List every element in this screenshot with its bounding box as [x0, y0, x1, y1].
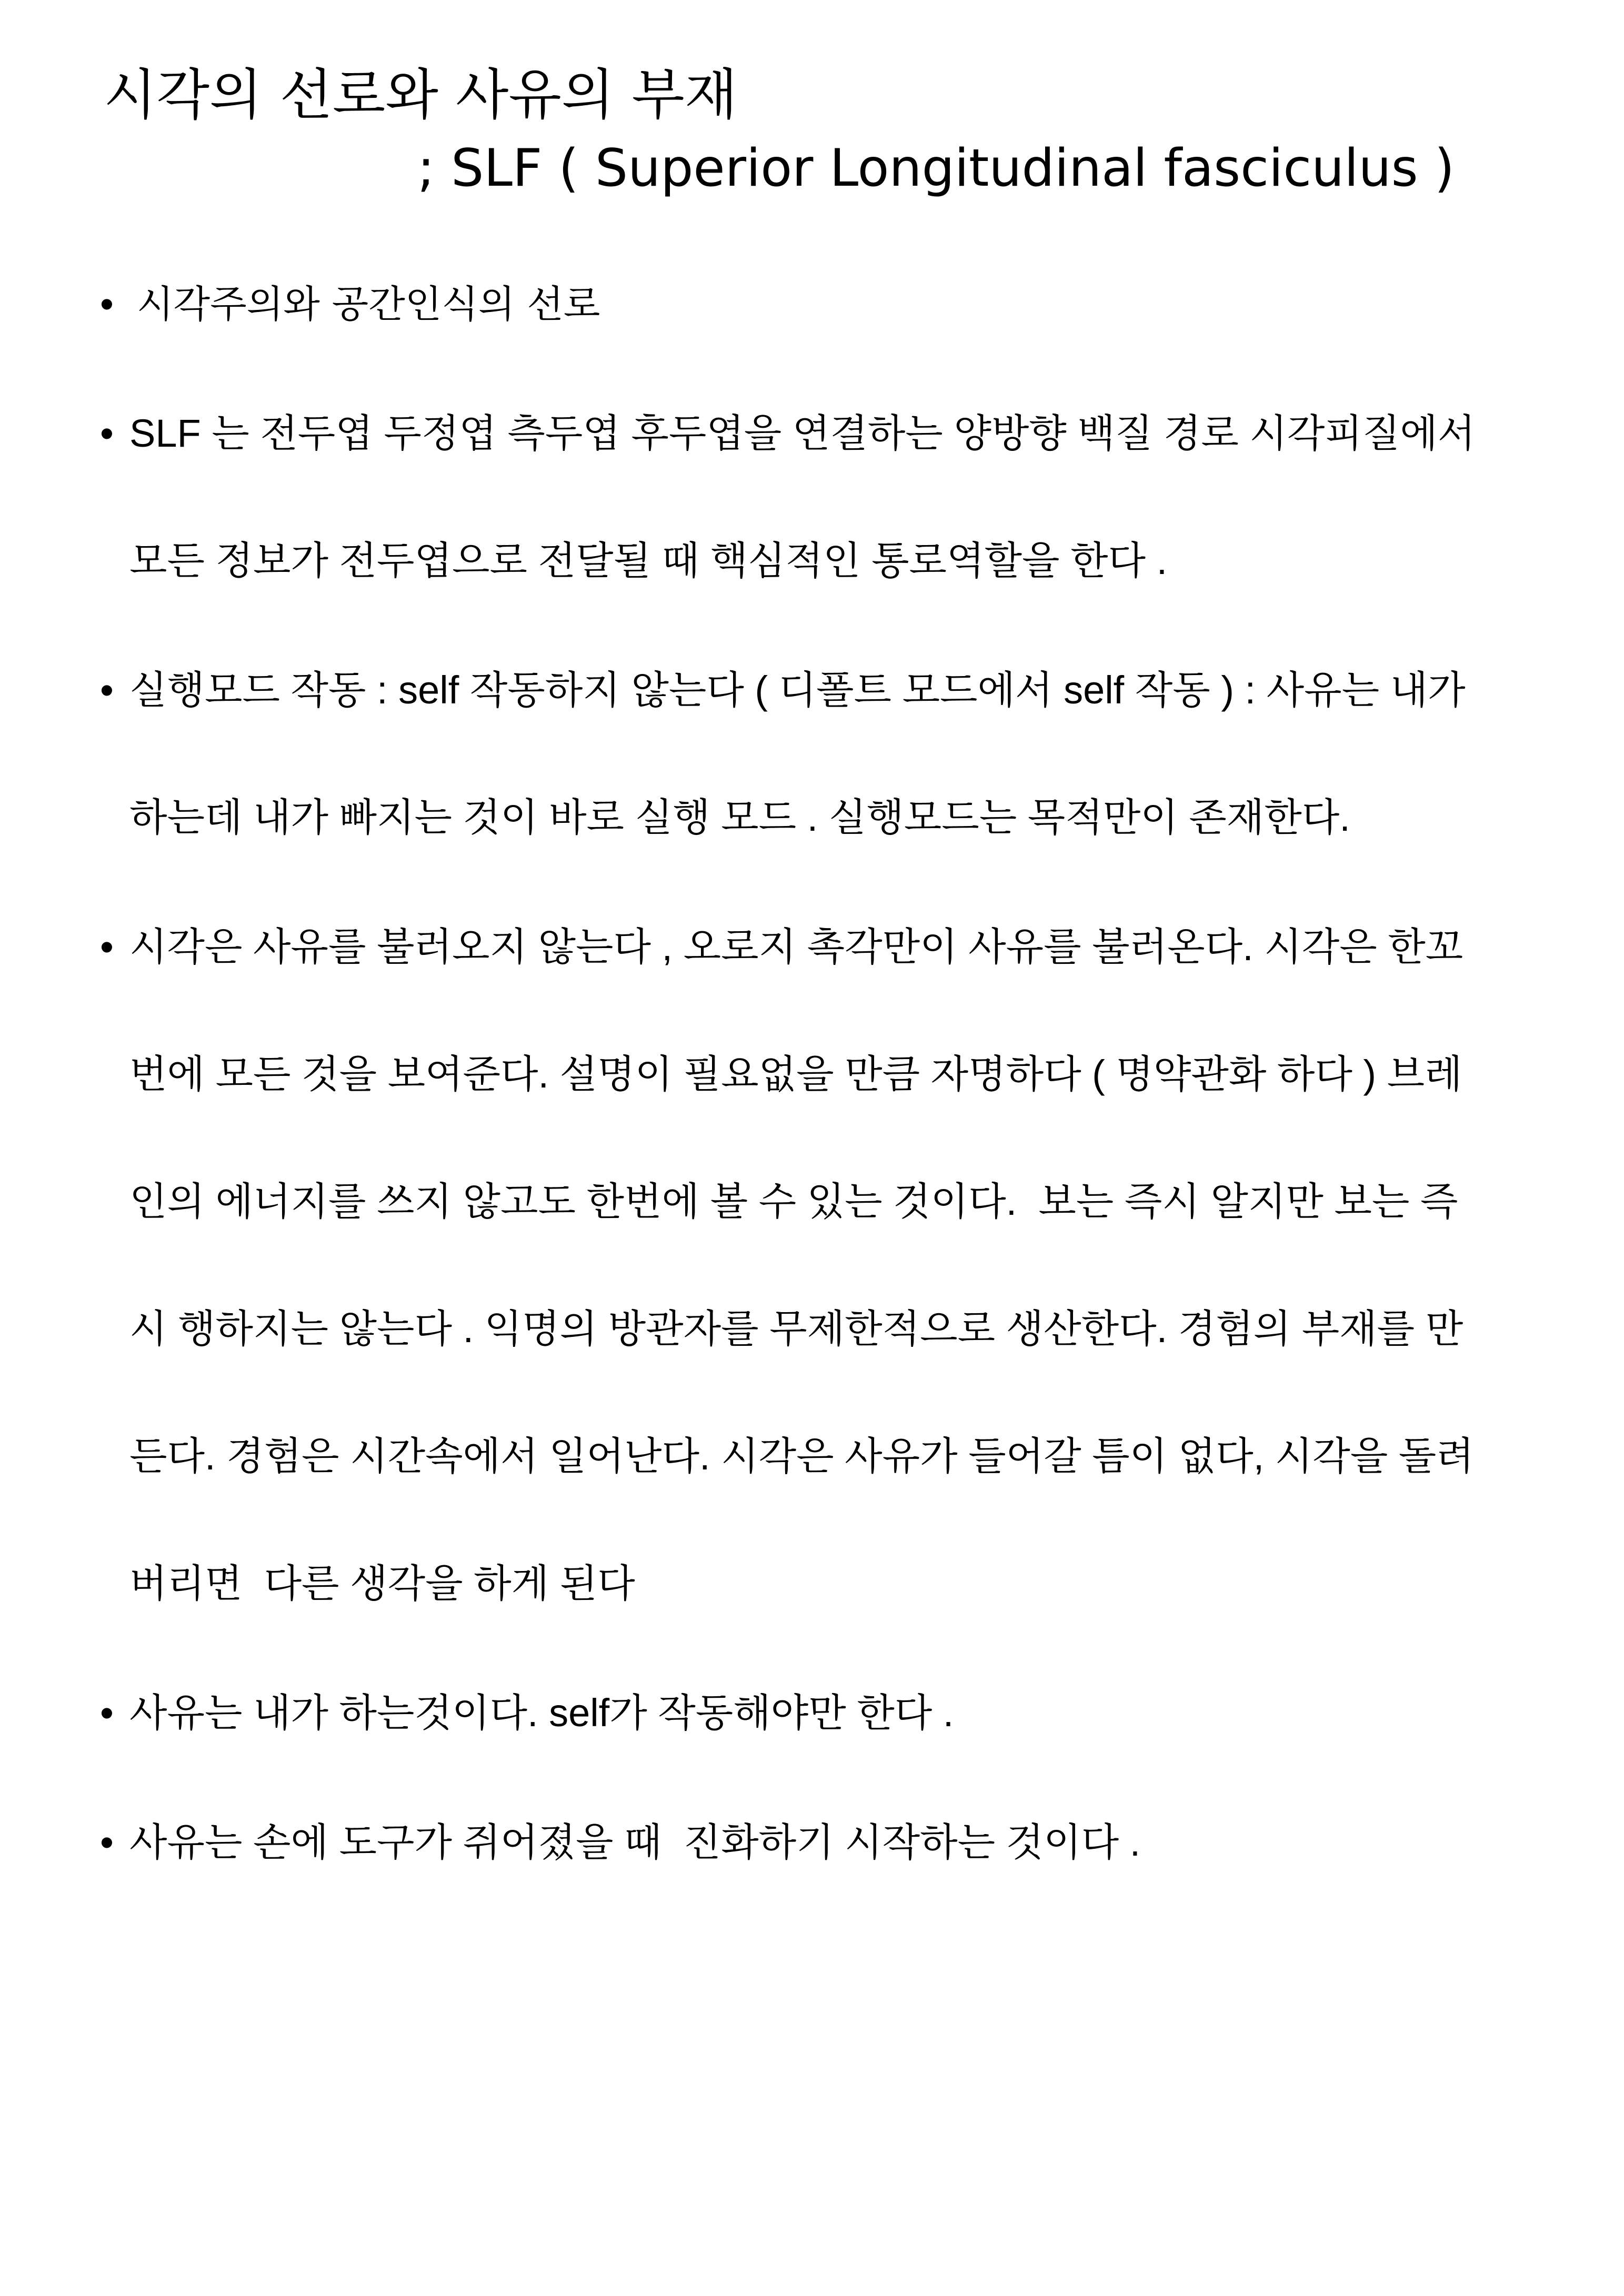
bullet-item-3	[100, 649, 1531, 859]
bullet-item-4	[100, 906, 1531, 1625]
document-subtitle: ; SLF ( Superior Longitudinal fasciculus )	[417, 138, 1455, 198]
document-title: 시각의 선로와 사유의 부재	[104, 63, 738, 127]
bullet-text-line: 시각주의와 공간인식의 선로	[137, 282, 600, 326]
bullet-text-line: 든다. 경험은 시간속에서 일어난다. 시각은 사유가 들어갈 틈이 없다, 시각을 돌려	[129, 1434, 1474, 1478]
bullet-item-6	[100, 1801, 1531, 1884]
bullet-dot-icon: •	[100, 1820, 114, 1864]
bullet-text-line: 하는데 내가 빠지는 것이 바로 실행 모드 . 실행모드는 목적만이 존재한다.	[129, 795, 1350, 839]
bullet-text-line: SLF 는 전두엽 두정엽 측두엽 후두엽을 연결하는 양방향 백질 경로 시각피질에서	[129, 411, 1476, 455]
bullet-text-line: 번에 모든 것을 보여준다. 설명이 필요없을 만큼 자명하다 ( 명약관화 하다 ) 브레	[129, 1052, 1462, 1096]
bullet-item-1	[100, 263, 1531, 345]
bullet-dot-icon: •	[100, 411, 114, 455]
bullet-dot-icon: •	[100, 282, 114, 326]
bullet-dot-icon: •	[100, 1691, 114, 1735]
bullet-text-line: 시 행하지는 않는다 . 익명의 방관자를 무제한적으로 생산한다. 경험의 부재를 만	[129, 1307, 1463, 1351]
bullet-text-line: 인의 에너지를 쓰지 않고도 한번에 볼 수 있는 것이다. 보는 즉시 알지만 보는 즉	[129, 1180, 1458, 1223]
bullet-text-line: 모든 정보가 전두엽으로 전달될 때 핵심적인 통로역할을 한다 .	[129, 539, 1168, 582]
bullet-dot-icon: •	[100, 668, 114, 712]
bullet-item-2	[100, 392, 1531, 602]
bullet-text-line: 시각은 사유를 불러오지 않는다 , 오로지 촉각만이 사유를 불러온다. 시각은 한꼬	[129, 925, 1463, 969]
bullet-text-line: 사유는 손에 도구가 쥐어졌을 때 진화하기 시작하는 것이다 .	[129, 1820, 1141, 1864]
bullet-text-line: 실행모드 작동 : self 작동하지 않는다 ( 디폴트 모드에서 self 작동 ) : 사유는 내가	[129, 668, 1466, 712]
bullet-dot-icon: •	[100, 925, 114, 969]
bullet-text-line: 사유는 내가 하는것이다. self가 작동해야만 한다 .	[129, 1691, 954, 1735]
bullet-text-line: 버리면 다른 생각을 하게 된다	[129, 1562, 635, 1605]
bullet-list	[100, 263, 1531, 1931]
bullet-item-5	[100, 1672, 1531, 1754]
